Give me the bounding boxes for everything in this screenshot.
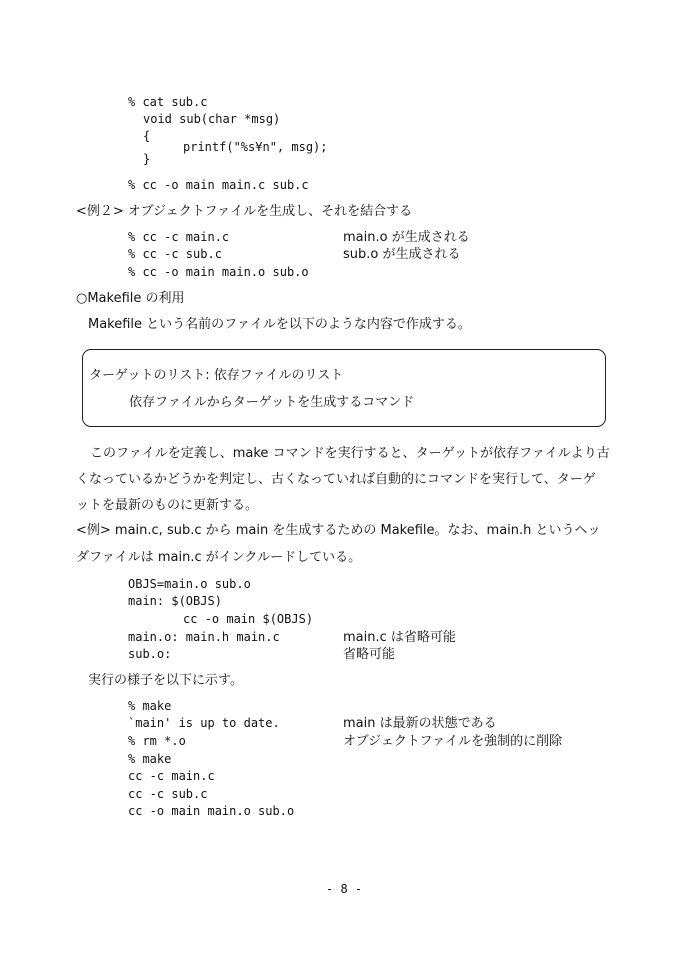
section-heading: ○Makefile の利用 <box>76 291 185 306</box>
code-line: cc -o main $(OBJS) <box>183 612 314 626</box>
page-number: - 8 - <box>326 882 363 896</box>
code-line: % cc -o main main.c sub.c <box>128 178 309 192</box>
code-line: cc -c main.c <box>128 769 215 783</box>
code-line: printf("%s¥n", msg); <box>183 140 328 154</box>
code-line: main: $(OBJS) <box>128 594 222 608</box>
code-note: main は最新の状態である <box>343 716 497 731</box>
code-line: cc -c sub.c <box>128 787 208 801</box>
code-note: 省略可能 <box>343 647 396 662</box>
syntax-box <box>82 349 606 427</box>
code-line: OBJS=main.o sub.o <box>128 577 251 591</box>
paragraph: ットを最新のものに更新する。 <box>76 498 259 513</box>
syntax-line: ターゲットのリスト: 依存ファイルのリスト <box>89 368 344 383</box>
code-line: % make <box>128 699 172 713</box>
code-line: % cc -o main main.o sub.o <box>128 265 309 279</box>
code-line: cc -o main main.o sub.o <box>128 804 295 818</box>
code-line: % rm *.o <box>128 734 186 748</box>
code-note: オブジェクトファイルを強制的に削除 <box>343 734 563 749</box>
code-line: { <box>143 129 151 143</box>
code-line: % make <box>128 752 172 766</box>
code-note: sub.o が生成される <box>343 247 461 262</box>
code-line: % cc -c sub.c <box>128 247 222 261</box>
paragraph: このファイルを定義し、make コマンドを実行すると、ターゲットが依存ファイルより古 <box>90 446 610 461</box>
code-line: sub.o: <box>128 647 172 661</box>
section-heading: <例２> オブジェクトファイルを生成し、それを結合する <box>76 204 413 219</box>
code-line: } <box>143 152 151 166</box>
code-line: % cat sub.c <box>128 95 208 109</box>
code-note: main.o が生成される <box>343 230 470 245</box>
code-line: void sub(char *msg) <box>143 112 281 126</box>
paragraph: Makefile という名前のファイルを以下のような内容で作成する。 <box>88 317 471 332</box>
code-line: main.o: main.h main.c <box>128 630 280 644</box>
paragraph: 実行の様子を以下に示す。 <box>88 673 243 688</box>
paragraph: <例> main.c, sub.c から main を生成するための Makefile。なお、main.h というヘッ <box>76 523 601 538</box>
paragraph: くなっているかどうかを判定し、古くなっていれば自動的にコマンドを実行して、ターゲ <box>76 472 596 487</box>
code-note: main.c は省略可能 <box>343 630 456 645</box>
paragraph: ダファイルは main.c がインクルードしている。 <box>76 550 362 565</box>
syntax-line: 依存ファイルからターゲットを生成するコマンド <box>129 395 415 410</box>
code-line: `main' is up to date. <box>128 716 280 730</box>
code-line: % cc -c main.c <box>128 230 230 244</box>
